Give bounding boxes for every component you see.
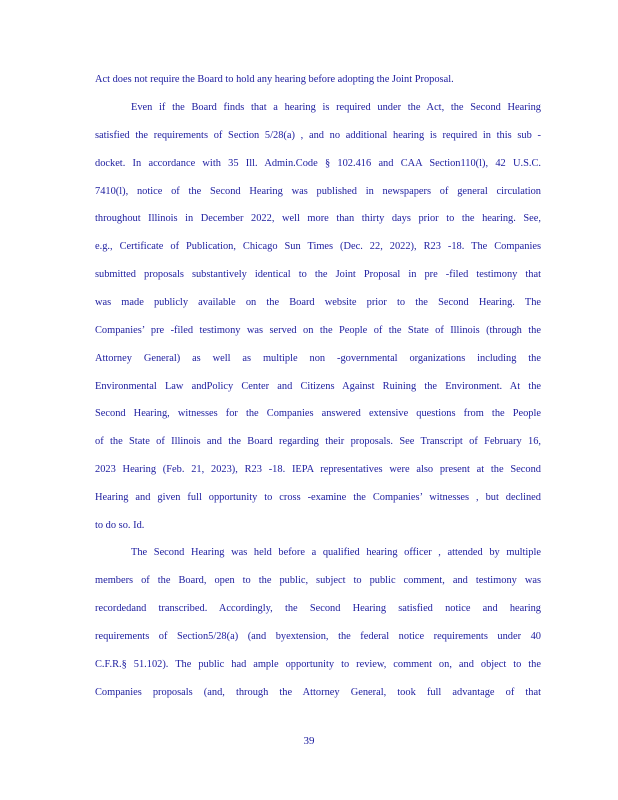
text-line: Attorney General) as well as multiple non -governmental organizations including the: [95, 353, 541, 364]
text-line: Act does not require the Board to hold any hearing before adopting the Joint Proposal.: [95, 74, 454, 85]
text-line: Companies proposals (and, through the Attorney General, took full advantage of that: [95, 687, 541, 698]
page-number: 39: [303, 735, 315, 747]
text-line: requirements of Section5/28(a) (and byextension, the federal notice requirements under 40: [95, 631, 541, 642]
text-line: Environmental Law andPolicy Center and Citizens Against Ruining the Environment. At the: [95, 381, 541, 392]
paragraph-first-line: The Second Hearing was held before a qualified hearing officer , attended by multiple: [131, 547, 541, 558]
text-line: Hearing and given full opportunity to cross -examine the Companies’ witnesses , but declined: [95, 492, 541, 503]
text-line: docket. In accordance with 35 Ill. Admin.Code § 102.416 and CAA Section110(l), 42 U.S.C.: [95, 158, 541, 169]
text-line: was made publicly available on the Board website prior to the Second Hearing. The: [95, 297, 541, 308]
text-line: Second Hearing, witnesses for the Companies answered extensive questions from the People: [95, 408, 541, 419]
text-line: satisfied the requirements of Section 5/28(a) , and no additional hearing is required in this sub -: [95, 130, 541, 141]
text-line: 7410(l), notice of the Second Hearing was published in newspapers of general circulation: [95, 186, 541, 197]
text-line: to do so. Id.: [95, 520, 145, 531]
text-line: C.F.R.§ 51.102). The public had ample opportunity to review, comment on, and object to the: [95, 659, 541, 670]
text-line: 2023 Hearing (Feb. 21, 2023), R23 -18. IEPA representatives were also present at the Second: [95, 464, 541, 475]
text-line: throughout Illinois in December 2022, well more than thirty days prior to the hearing. See,: [95, 213, 541, 224]
text-line: e.g., Certificate of Publication, Chicago Sun Times (Dec. 22, 2022), R23 -18. The Companies: [95, 241, 541, 252]
text-line: recordedand transcribed. Accordingly, the Second Hearing satisfied notice and hearing: [95, 603, 541, 614]
text-line: submitted proposals substantively identical to the Joint Proposal in pre -filed testimony that: [95, 269, 541, 280]
text-line: members of the Board, open to the public, subject to public comment, and testimony was: [95, 575, 541, 586]
paragraph-first-line: Even if the Board finds that a hearing is required under the Act, the Second Hearing: [131, 102, 541, 113]
text-line: Companies’ pre -filed testimony was served on the People of the State of Illinois (through the: [95, 325, 541, 336]
text-line: of the State of Illinois and the Board regarding their proposals. See Transcript of February 16,: [95, 436, 541, 447]
